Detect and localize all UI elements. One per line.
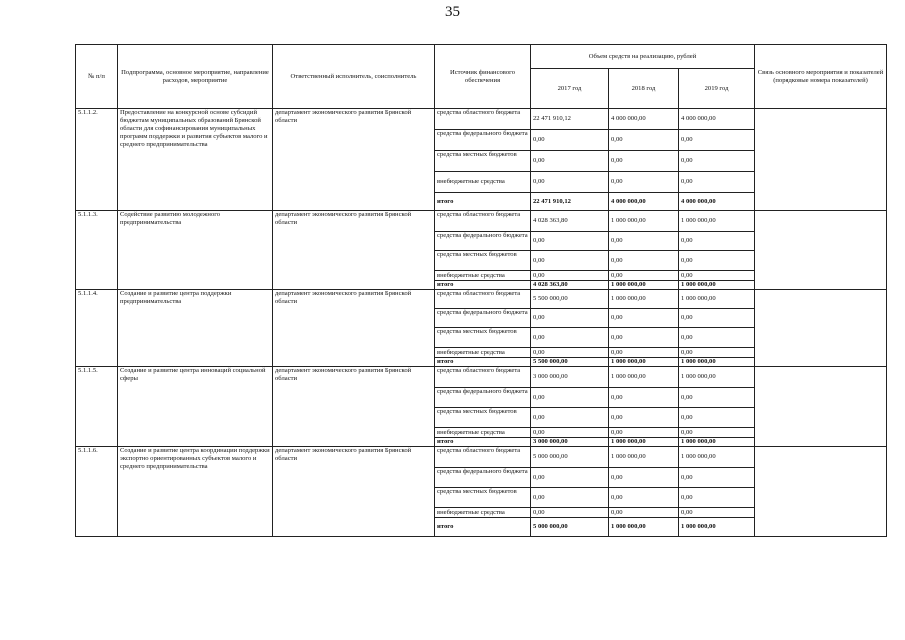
amount-v3: 1 000 000,00 [679, 518, 755, 537]
item-executor: департамент экономического развития Брянской области [273, 211, 435, 290]
amount-v2: 0,00 [609, 468, 679, 488]
source-label: средства федерального бюджета [435, 232, 531, 251]
item-number: 5.1.1.2. [76, 109, 118, 211]
amount-v3: 0,00 [679, 428, 755, 438]
amount-v1: 5 000 000,00 [531, 447, 609, 468]
amount-v3: 0,00 [679, 328, 755, 348]
amount-v1: 0,00 [531, 348, 609, 358]
amount-v3: 0,00 [679, 488, 755, 508]
financing-table [75, 44, 887, 537]
amount-v3: 0,00 [679, 232, 755, 251]
item-name: Предоставление на конкурсной основе субсидий бюджетам муниципальных образований Брянской области для софинансирования муниципальных программ поддержки и развития субъектов малого и среднего предпринимательства [118, 109, 273, 211]
amount-v1: 4 028 363,80 [531, 281, 609, 290]
item-executor: департамент экономического развития Брянской области [273, 290, 435, 367]
source-label: внебюджетные средства [435, 508, 531, 518]
amount-v2: 4 000 000,00 [609, 109, 679, 130]
amount-v1: 0,00 [531, 428, 609, 438]
header-year-2017: 2017 год [531, 69, 609, 109]
item-name: Создание и развитие центра инноваций социальной сферы [118, 367, 273, 447]
amount-v1: 0,00 [531, 309, 609, 328]
header-source: Источник финансового обеспечения [435, 45, 531, 109]
amount-v1: 0,00 [531, 328, 609, 348]
amount-v2: 1 000 000,00 [609, 281, 679, 290]
amount-v2: 0,00 [609, 271, 679, 281]
amount-v1: 0,00 [531, 151, 609, 172]
amount-v2: 1 000 000,00 [609, 211, 679, 232]
amount-v3: 0,00 [679, 130, 755, 151]
amount-v3: 1 000 000,00 [679, 281, 755, 290]
amount-v3: 0,00 [679, 271, 755, 281]
amount-v2: 0,00 [609, 348, 679, 358]
amount-v2: 0,00 [609, 151, 679, 172]
table-row [76, 211, 887, 232]
amount-v3: 0,00 [679, 348, 755, 358]
amount-v1: 5 500 000,00 [531, 290, 609, 309]
amount-v1: 0,00 [531, 232, 609, 251]
indicator-link [755, 447, 887, 537]
amount-v1: 0,00 [531, 488, 609, 508]
amount-v1: 4 028 363,80 [531, 211, 609, 232]
amount-v1: 22 471 910,12 [531, 109, 609, 130]
item-number: 5.1.1.5. [76, 367, 118, 447]
source-label: внебюджетные средства [435, 348, 531, 358]
header-program: Подпрограмма, основное мероприятие, направление расходов, мероприятие [118, 45, 273, 109]
table-row [76, 367, 887, 388]
amount-v2: 0,00 [609, 251, 679, 271]
header-year-2019: 2019 год [679, 69, 755, 109]
table-row [76, 109, 887, 130]
amount-v3: 1 000 000,00 [679, 358, 755, 367]
amount-v2: 0,00 [609, 408, 679, 428]
amount-v3: 0,00 [679, 251, 755, 271]
item-executor: департамент экономического развития Брянской области [273, 447, 435, 537]
amount-v2: 1 000 000,00 [609, 358, 679, 367]
amount-v3: 1 000 000,00 [679, 211, 755, 232]
amount-v1: 0,00 [531, 468, 609, 488]
amount-v3: 0,00 [679, 309, 755, 328]
indicator-link [755, 109, 887, 211]
source-label: внебюджетные средства [435, 172, 531, 193]
amount-v3: 0,00 [679, 468, 755, 488]
item-number: 5.1.1.6. [76, 447, 118, 537]
amount-v2: 0,00 [609, 328, 679, 348]
source-label: итого [435, 438, 531, 447]
source-label: средства областного бюджета [435, 211, 531, 232]
amount-v3: 4 000 000,00 [679, 193, 755, 211]
source-label: итого [435, 518, 531, 537]
amount-v1: 0,00 [531, 408, 609, 428]
amount-v1: 5 000 000,00 [531, 518, 609, 537]
amount-v2: 0,00 [609, 388, 679, 408]
amount-v3: 1 000 000,00 [679, 447, 755, 468]
item-executor: департамент экономического развития Брянской области [273, 367, 435, 447]
item-name: Создание и развитие центра координации поддержки экспортно ориентированных субъектов малого и среднего предпринимательства [118, 447, 273, 537]
source-label: итого [435, 281, 531, 290]
source-label: средства областного бюджета [435, 109, 531, 130]
amount-v1: 0,00 [531, 388, 609, 408]
amount-v2: 0,00 [609, 232, 679, 251]
amount-v1: 3 000 000,00 [531, 438, 609, 447]
amount-v2: 0,00 [609, 309, 679, 328]
amount-v3: 0,00 [679, 508, 755, 518]
amount-v2: 0,00 [609, 488, 679, 508]
table-row [76, 290, 887, 309]
source-label: внебюджетные средства [435, 428, 531, 438]
source-label: средства местных бюджетов [435, 151, 531, 172]
item-number: 5.1.1.4. [76, 290, 118, 367]
amount-v2: 1 000 000,00 [609, 447, 679, 468]
source-label: средства федерального бюджета [435, 309, 531, 328]
source-label: внебюджетные средства [435, 271, 531, 281]
table-header [76, 45, 887, 109]
amount-v2: 4 000 000,00 [609, 193, 679, 211]
amount-v2: 1 000 000,00 [609, 367, 679, 388]
header-year-2018: 2018 год [609, 69, 679, 109]
amount-v3: 0,00 [679, 172, 755, 193]
amount-v2: 1 000 000,00 [609, 518, 679, 537]
item-executor: департамент экономического развития Брянской области [273, 109, 435, 211]
indicator-link [755, 367, 887, 447]
source-label: средства местных бюджетов [435, 408, 531, 428]
header-num: № п/п [76, 45, 118, 109]
amount-v3: 1 000 000,00 [679, 438, 755, 447]
amount-v1: 0,00 [531, 172, 609, 193]
indicator-link [755, 211, 887, 290]
amount-v2: 1 000 000,00 [609, 438, 679, 447]
header-volume: Объем средств на реализацию, рублей [531, 45, 755, 69]
amount-v3: 0,00 [679, 388, 755, 408]
source-label: средства местных бюджетов [435, 488, 531, 508]
amount-v2: 0,00 [609, 428, 679, 438]
header-link: Связь основного мероприятия и показателей (порядковые номера показателей) [755, 45, 887, 109]
amount-v1: 0,00 [531, 251, 609, 271]
amount-v1: 22 471 910,12 [531, 193, 609, 211]
amount-v2: 1 000 000,00 [609, 290, 679, 309]
amount-v1: 0,00 [531, 508, 609, 518]
source-label: средства областного бюджета [435, 367, 531, 388]
source-label: средства областного бюджета [435, 447, 531, 468]
amount-v2: 0,00 [609, 172, 679, 193]
item-name: Содействие развитию молодежного предпринимательства [118, 211, 273, 290]
source-label: средства федерального бюджета [435, 468, 531, 488]
amount-v3: 1 000 000,00 [679, 290, 755, 309]
amount-v2: 0,00 [609, 130, 679, 151]
source-label: итого [435, 358, 531, 367]
amount-v1: 3 000 000,00 [531, 367, 609, 388]
header-executor: Ответственный исполнитель, соисполнитель [273, 45, 435, 109]
amount-v3: 0,00 [679, 408, 755, 428]
amount-v1: 5 500 000,00 [531, 358, 609, 367]
source-label: средства местных бюджетов [435, 251, 531, 271]
amount-v3: 1 000 000,00 [679, 367, 755, 388]
amount-v1: 0,00 [531, 271, 609, 281]
amount-v3: 4 000 000,00 [679, 109, 755, 130]
item-name: Создание и развитие центра поддержки предпринимательства [118, 290, 273, 367]
amount-v1: 0,00 [531, 130, 609, 151]
source-label: итого [435, 193, 531, 211]
amount-v3: 0,00 [679, 151, 755, 172]
table-row [76, 447, 887, 468]
source-label: средства областного бюджета [435, 290, 531, 309]
item-number: 5.1.1.3. [76, 211, 118, 290]
source-label: средства местных бюджетов [435, 328, 531, 348]
page-number: 35 [445, 4, 460, 20]
source-label: средства федерального бюджета [435, 388, 531, 408]
amount-v2: 0,00 [609, 508, 679, 518]
indicator-link [755, 290, 887, 367]
source-label: средства федерального бюджета [435, 130, 531, 151]
table-body [76, 109, 887, 537]
